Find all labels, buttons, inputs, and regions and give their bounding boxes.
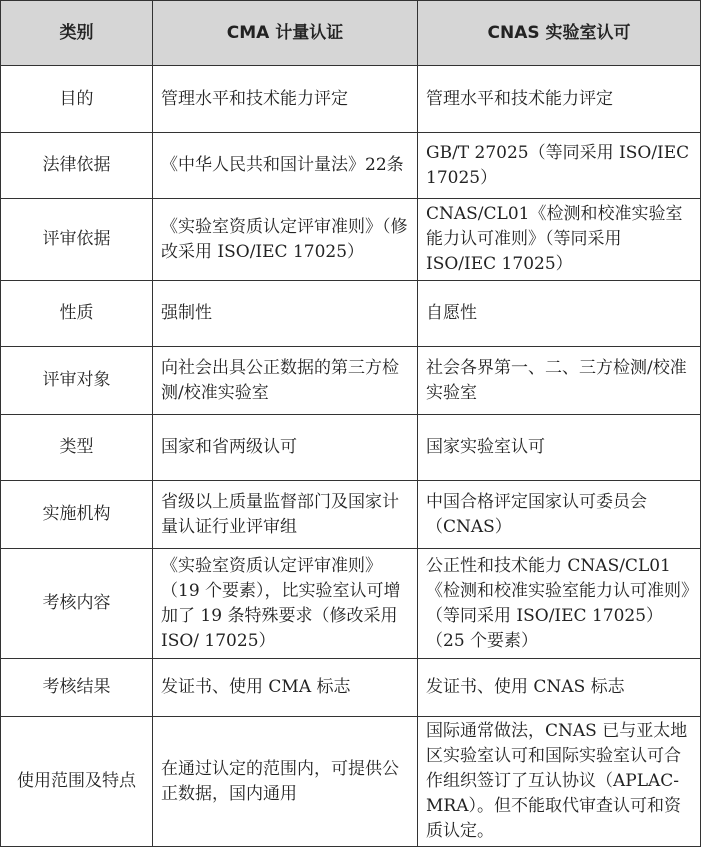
- row-cma-value: 向社会出具公正数据的第三方检测/校准实验室: [153, 347, 418, 415]
- row-cma-value: 管理水平和技术能力评定: [153, 66, 418, 133]
- row-category: 性质: [1, 281, 153, 347]
- table-row: [1, 659, 701, 717]
- row-category: 使用范围及特点: [1, 717, 153, 847]
- table-row: [1, 549, 701, 659]
- header-category: 类别: [1, 1, 153, 66]
- row-cma-value: 《实验室资质认定评审准则》（19 个要素），比实验室认可增加了 19 条特殊要求（修改采用 ISO/ 17025）: [153, 549, 418, 659]
- header-row: [1, 1, 701, 66]
- table-row: [1, 481, 701, 549]
- row-cnas-value: 公正性和技术能力 CNAS/CL01《检测和校准实验室能力认可准则》（等同采用 ISO/IEC 17025）（25 个要素）: [418, 549, 701, 659]
- row-cma-value: 省级以上质量监督部门及国家计量认证行业评审组: [153, 481, 418, 549]
- row-cnas-value: 国家实验室认可: [418, 415, 701, 481]
- table-row: [1, 133, 701, 199]
- row-category: 评审对象: [1, 347, 153, 415]
- row-category: 考核内容: [1, 549, 153, 659]
- row-category: 法律依据: [1, 133, 153, 199]
- row-cnas-value: 发证书、使用 CNAS 标志: [418, 659, 701, 717]
- row-cnas-value: 中国合格评定国家认可委员会（CNAS）: [418, 481, 701, 549]
- row-cnas-value: CNAS/CL01《检测和校准实验室能力认可准则》（等同采用 ISO/IEC 17025）: [418, 199, 701, 281]
- row-cma-value: 发证书、使用 CMA 标志: [153, 659, 418, 717]
- row-cnas-value: GB/T 27025（等同采用 ISO/IEC 17025）: [418, 133, 701, 199]
- table-row: [1, 415, 701, 481]
- row-cnas-value: 自愿性: [418, 281, 701, 347]
- row-category: 目的: [1, 66, 153, 133]
- header-cma: CMA 计量认证: [153, 1, 418, 66]
- row-category: 实施机构: [1, 481, 153, 549]
- table-row: [1, 199, 701, 281]
- row-category: 考核结果: [1, 659, 153, 717]
- row-cnas-value: 国际通常做法，CNAS 已与亚太地区实验室认可和国际实验室认可合作组织签订了互认协议（APLAC-MRA）。但不能取代审查认可和资质认定。: [418, 717, 701, 847]
- row-cma-value: 国家和省两级认可: [153, 415, 418, 481]
- row-cnas-value: 社会各界第一、二、三方检测/校准实验室: [418, 347, 701, 415]
- table-row: [1, 66, 701, 133]
- header-cnas: CNAS 实验室认可: [418, 1, 701, 66]
- row-cnas-value: 管理水平和技术能力评定: [418, 66, 701, 133]
- row-cma-value: 《实验室资质认定评审准则》（修改采用 ISO/IEC 17025）: [153, 199, 418, 281]
- row-category: 评审依据: [1, 199, 153, 281]
- row-cma-value: 《中华人民共和国计量法》22条: [153, 133, 418, 199]
- table-row: [1, 281, 701, 347]
- row-cma-value: 在通过认定的范围内，可提供公正数据，国内通用: [153, 717, 418, 847]
- table-row: [1, 347, 701, 415]
- row-category: 类型: [1, 415, 153, 481]
- row-cma-value: 强制性: [153, 281, 418, 347]
- table-row: [1, 717, 701, 847]
